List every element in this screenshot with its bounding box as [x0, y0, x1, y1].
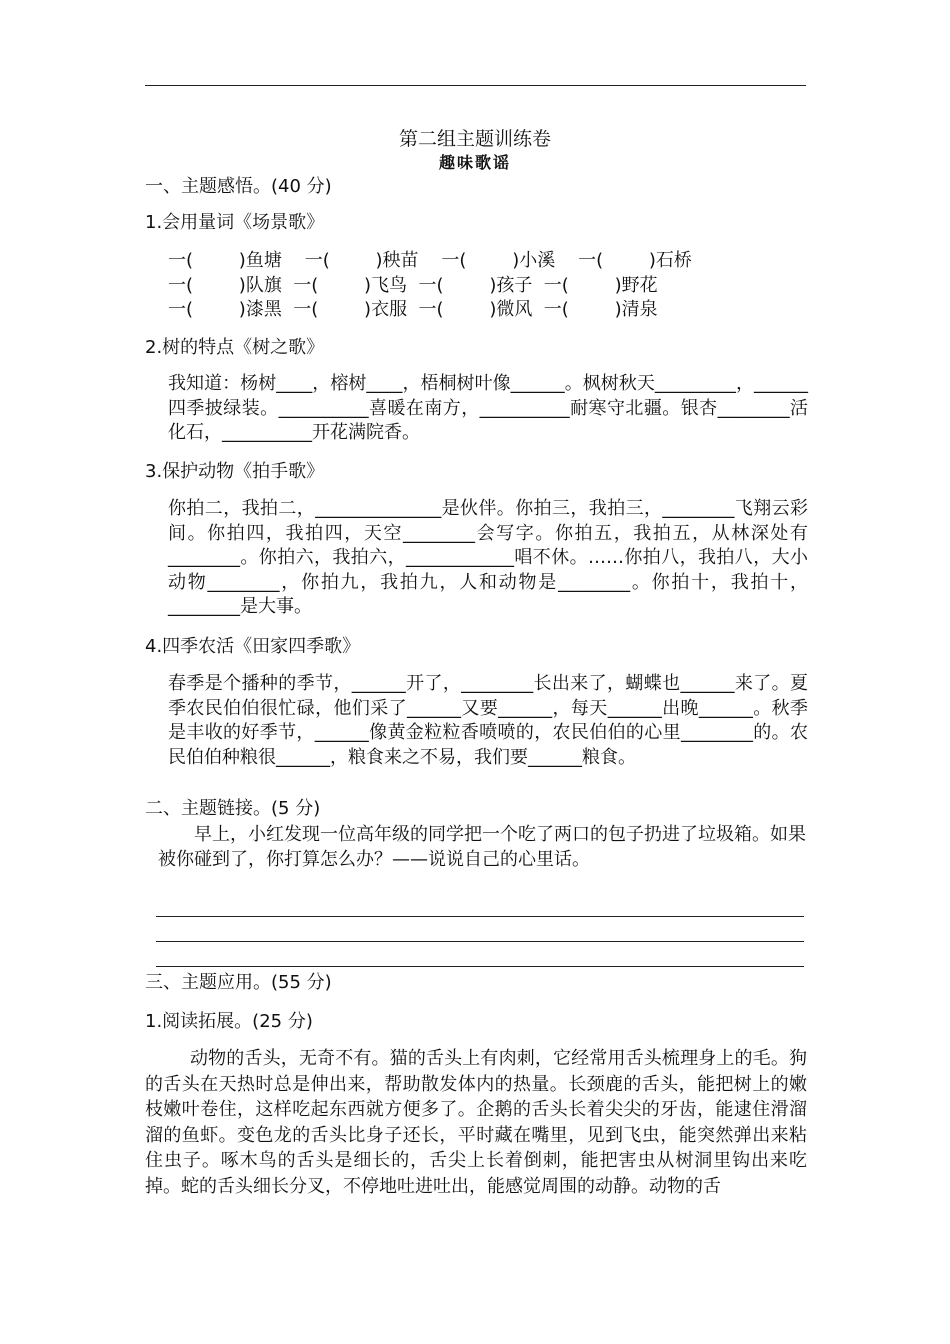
reading-passage: 动物的舌头，无奇不有。猫的舌头上有肉刺，它经常用舌头梳理身上的毛。狗的舌头在天热时总是伸出来，帮助散发体内的热量。长颈鹿的舌头，能把树上的嫩枝嫩叶卷住，这样吃起东西就方便多了。企鹅的舌头长着尖尖的牙齿，能逮住滑溜溜的鱼虾。变色龙的舌头比身子还长，平时藏在嘴里，见到飞虫，能突然弹出来粘住虫子。啄木鸟的舌头是细长的，舌尖上长着倒刺，能把害虫从树洞里钩出来吃掉。蛇的舌头细长分叉，不停地吐进吐出，能感觉周围的动静。动物的舌 — [145, 1048, 807, 1197]
question-2-title: 2.树的特点《树之歌》 — [145, 337, 325, 358]
page-subtitle: 趣味歌谣 — [438, 153, 511, 172]
question-3-title: 3.保护动物《拍手歌》 — [145, 461, 325, 482]
measure-word-row-1: 一( )鱼塘 一( )秧苗 一( )小溪 一( )石桥 — [168, 250, 692, 271]
section-2-prompt: 早上，小红发现一位高年级的同学把一个吃了两口的包子扔进了垃圾箱。如果被你碰到了，你打算怎么办？——说说自己的心里话。 — [158, 824, 806, 870]
question-4-title: 4.四季农活《田家四季歌》 — [145, 636, 361, 657]
answer-line-3[interactable] — [156, 966, 804, 967]
reading-question-title: 1.阅读拓展。(25 分) — [145, 1011, 313, 1032]
question-1-title: 1.会用量词《场景歌》 — [145, 212, 325, 233]
answer-line-1[interactable] — [156, 916, 804, 917]
answer-line-2[interactable] — [156, 941, 804, 942]
question-4-text: 春季是个播种的季节，______开了，________长出来了，蝴蝶也______来了。夏季农民伯伯很忙碌，他们采了______又要______，每天______出晚______。秋季是丰收的好季节，______像黄金粒粒香喷喷的，农民伯伯的心里________的。农民伯伯种粮很______，粮食来之不易，我们要______粮食。 — [168, 673, 808, 768]
question-3-text: 你拍二，我拍二，______________是伙伴。你拍三，我拍三，________飞翔云彩间。你拍四，我拍四，天空________会写字。你拍五，我拍五，从林深处有________。你拍六，我拍六，____________唱不休。……你拍八，我拍八，大小动物________，你拍九，我拍九，人和动物是________。你拍十，我拍十，________是大事。 — [168, 498, 808, 617]
question-2-text: 我知道：杨树____，榕树____，梧桐树叶像______。枫树秋天_________，______四季披绿装。__________喜暖在南方，__________耐寒守北疆。银杏________活化石，__________开花满院香。 — [168, 373, 808, 443]
measure-word-row-2: 一( )队旗 一( )飞鸟 一( )孩子 一( )野花 — [168, 275, 658, 296]
section-2-heading: 二、主题链接。(5 分) — [145, 798, 321, 819]
measure-word-row-3: 一( )漆黑 一( )衣服 一( )微风 一( )清泉 — [168, 299, 658, 320]
section-3-heading: 三、主题应用。(55 分) — [145, 972, 332, 993]
header-rule — [145, 85, 806, 86]
page-title: 第二组主题训练卷 — [398, 128, 551, 150]
section-1-heading: 一、主题感悟。(40 分) — [145, 176, 332, 197]
